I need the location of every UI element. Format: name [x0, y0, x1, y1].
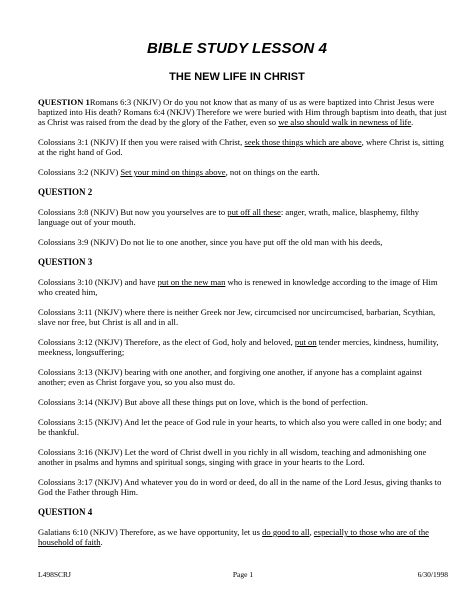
colossians-3-8-text: Colossians 3:8 (NKJV) But now you yourselves are to [38, 207, 228, 217]
question-4-heading: QUESTION 4 [38, 507, 93, 517]
footer-date: 6/30/1998 [417, 570, 448, 579]
document-subtitle: THE NEW LIFE IN CHRIST [169, 71, 305, 83]
colossians-3-8-underlined: put off all these [227, 207, 281, 217]
galatians-6-10 [38, 527, 448, 547]
colossians-3-15: Colossians 3:15 (NKJV) And let the peace of God rule in your hearts, to which also you were called in one body; and be thankful. [38, 417, 442, 437]
colossians-3-9: Colossians 3:9 (NKJV) Do not lie to one another, since you have put off the old man with his deeds, [38, 237, 383, 247]
colossians-3-13: Colossians 3:13 (NKJV) bearing with one another, and forgiving one another, if anyone has a complaint against another; even as Christ forgave you, so you also must do. [38, 367, 422, 387]
colossians-3-10-underlined: put on the new man [157, 277, 226, 287]
question-1-heading: QUESTION 1 [38, 97, 90, 107]
colossians-3-10-end: who is renewed in knowledge according to the image of Him who created him, [38, 277, 438, 297]
romans-6-4-underlined: we also should walk in newness of life [278, 117, 412, 127]
question-1-colossians-block [38, 137, 448, 177]
romans-6-4-end: . [411, 117, 414, 127]
question-3-block [38, 277, 448, 497]
colossians-3-17: Colossians 3:17 (NKJV) And whatever you do in word or deed, do all in the name of the Lord Jesus, giving thanks to God the Father through Him. [38, 477, 442, 497]
colossians-3-16: Colossians 3:16 (NKJV) Let the word of Christ dwell in you richly in all wisdom, teaching and admonishing one another in psalms and hymns and spiritual songs, singing with grace in your hearts to the Lord. [38, 447, 427, 467]
colossians-3-2-text: Colossians 3:2 (NKJV) [38, 167, 121, 177]
question-3-heading: QUESTION 3 [38, 257, 93, 267]
colossians-3-14: Colossians 3:14 (NKJV) But above all these things put on love, which is the bond of perfection. [38, 397, 368, 407]
colossians-3-8 [38, 207, 448, 227]
galatians-6-10-separator: , [309, 527, 314, 537]
colossians-3-10-text: Colossians 3:10 (NKJV) and have [38, 277, 158, 287]
colossians-3-10 [38, 277, 448, 297]
colossians-3-1 [38, 137, 448, 157]
document-title: BIBLE STUDY LESSON 4 [146, 40, 328, 57]
colossians-3-12-text: Colossians 3:12 (NKJV) Therefore, as the elect of God, holy and beloved, [38, 337, 295, 347]
colossians-3-2 [38, 167, 448, 177]
question-4-block [38, 527, 448, 547]
question-2-block [38, 207, 448, 247]
colossians-3-12-end: tender mercies, kindness, humility, meekness, longsuffering; [38, 337, 439, 357]
colossians-3-12-underlined: put on [294, 337, 317, 347]
colossians-3-2-underlined: Set your mind on things above [120, 167, 226, 177]
galatians-6-10-underlined-2: especially to those who are of the household of faith [38, 527, 429, 547]
colossians-3-1-underlined: seek those things which are above [244, 137, 362, 147]
footer-page-number: Page 1 [232, 570, 254, 579]
colossians-3-11: Colossians 3:11 (NKJV) where there is neither Greek nor Jew, circumcised nor uncircumcised, barbarian, Scythian, slave nor free, but Christ is all and in all. [38, 307, 436, 327]
footer-doc-code: L498SCRJ [38, 570, 71, 579]
colossians-3-12 [38, 337, 448, 357]
colossians-3-1-text: Colossians 3:1 (NKJV) If then you were raised with Christ, [38, 137, 245, 147]
colossians-3-2-end: , not on things on the earth. [225, 167, 320, 177]
galatians-6-10-underlined-1: do good to all [262, 527, 310, 537]
galatians-6-10-text: Galatians 6:10 (NKJV) Therefore, as we have opportunity, let us [38, 527, 263, 537]
romans-6-3-4-text: Romans 6:3 (NKJV) Or do you not know that as many of us as were baptized into Christ Jesus were baptized into His death? Romans 6:4 (NKJV) Therefore we were buried with Him through baptism into death, that just as Christ was raised from the dead by the glory of the Father, even so [38, 97, 447, 127]
question-2-heading: QUESTION 2 [38, 187, 93, 197]
document-body [38, 97, 448, 557]
colossians-3-8-end: : anger, wrath, malice, blasphemy, filthy language out of your mouth. [38, 207, 420, 227]
question-1-paragraph [38, 97, 448, 127]
colossians-3-1-end: , where Christ is, sitting at the right hand of God. [38, 137, 444, 157]
galatians-6-10-end: . [100, 537, 103, 547]
